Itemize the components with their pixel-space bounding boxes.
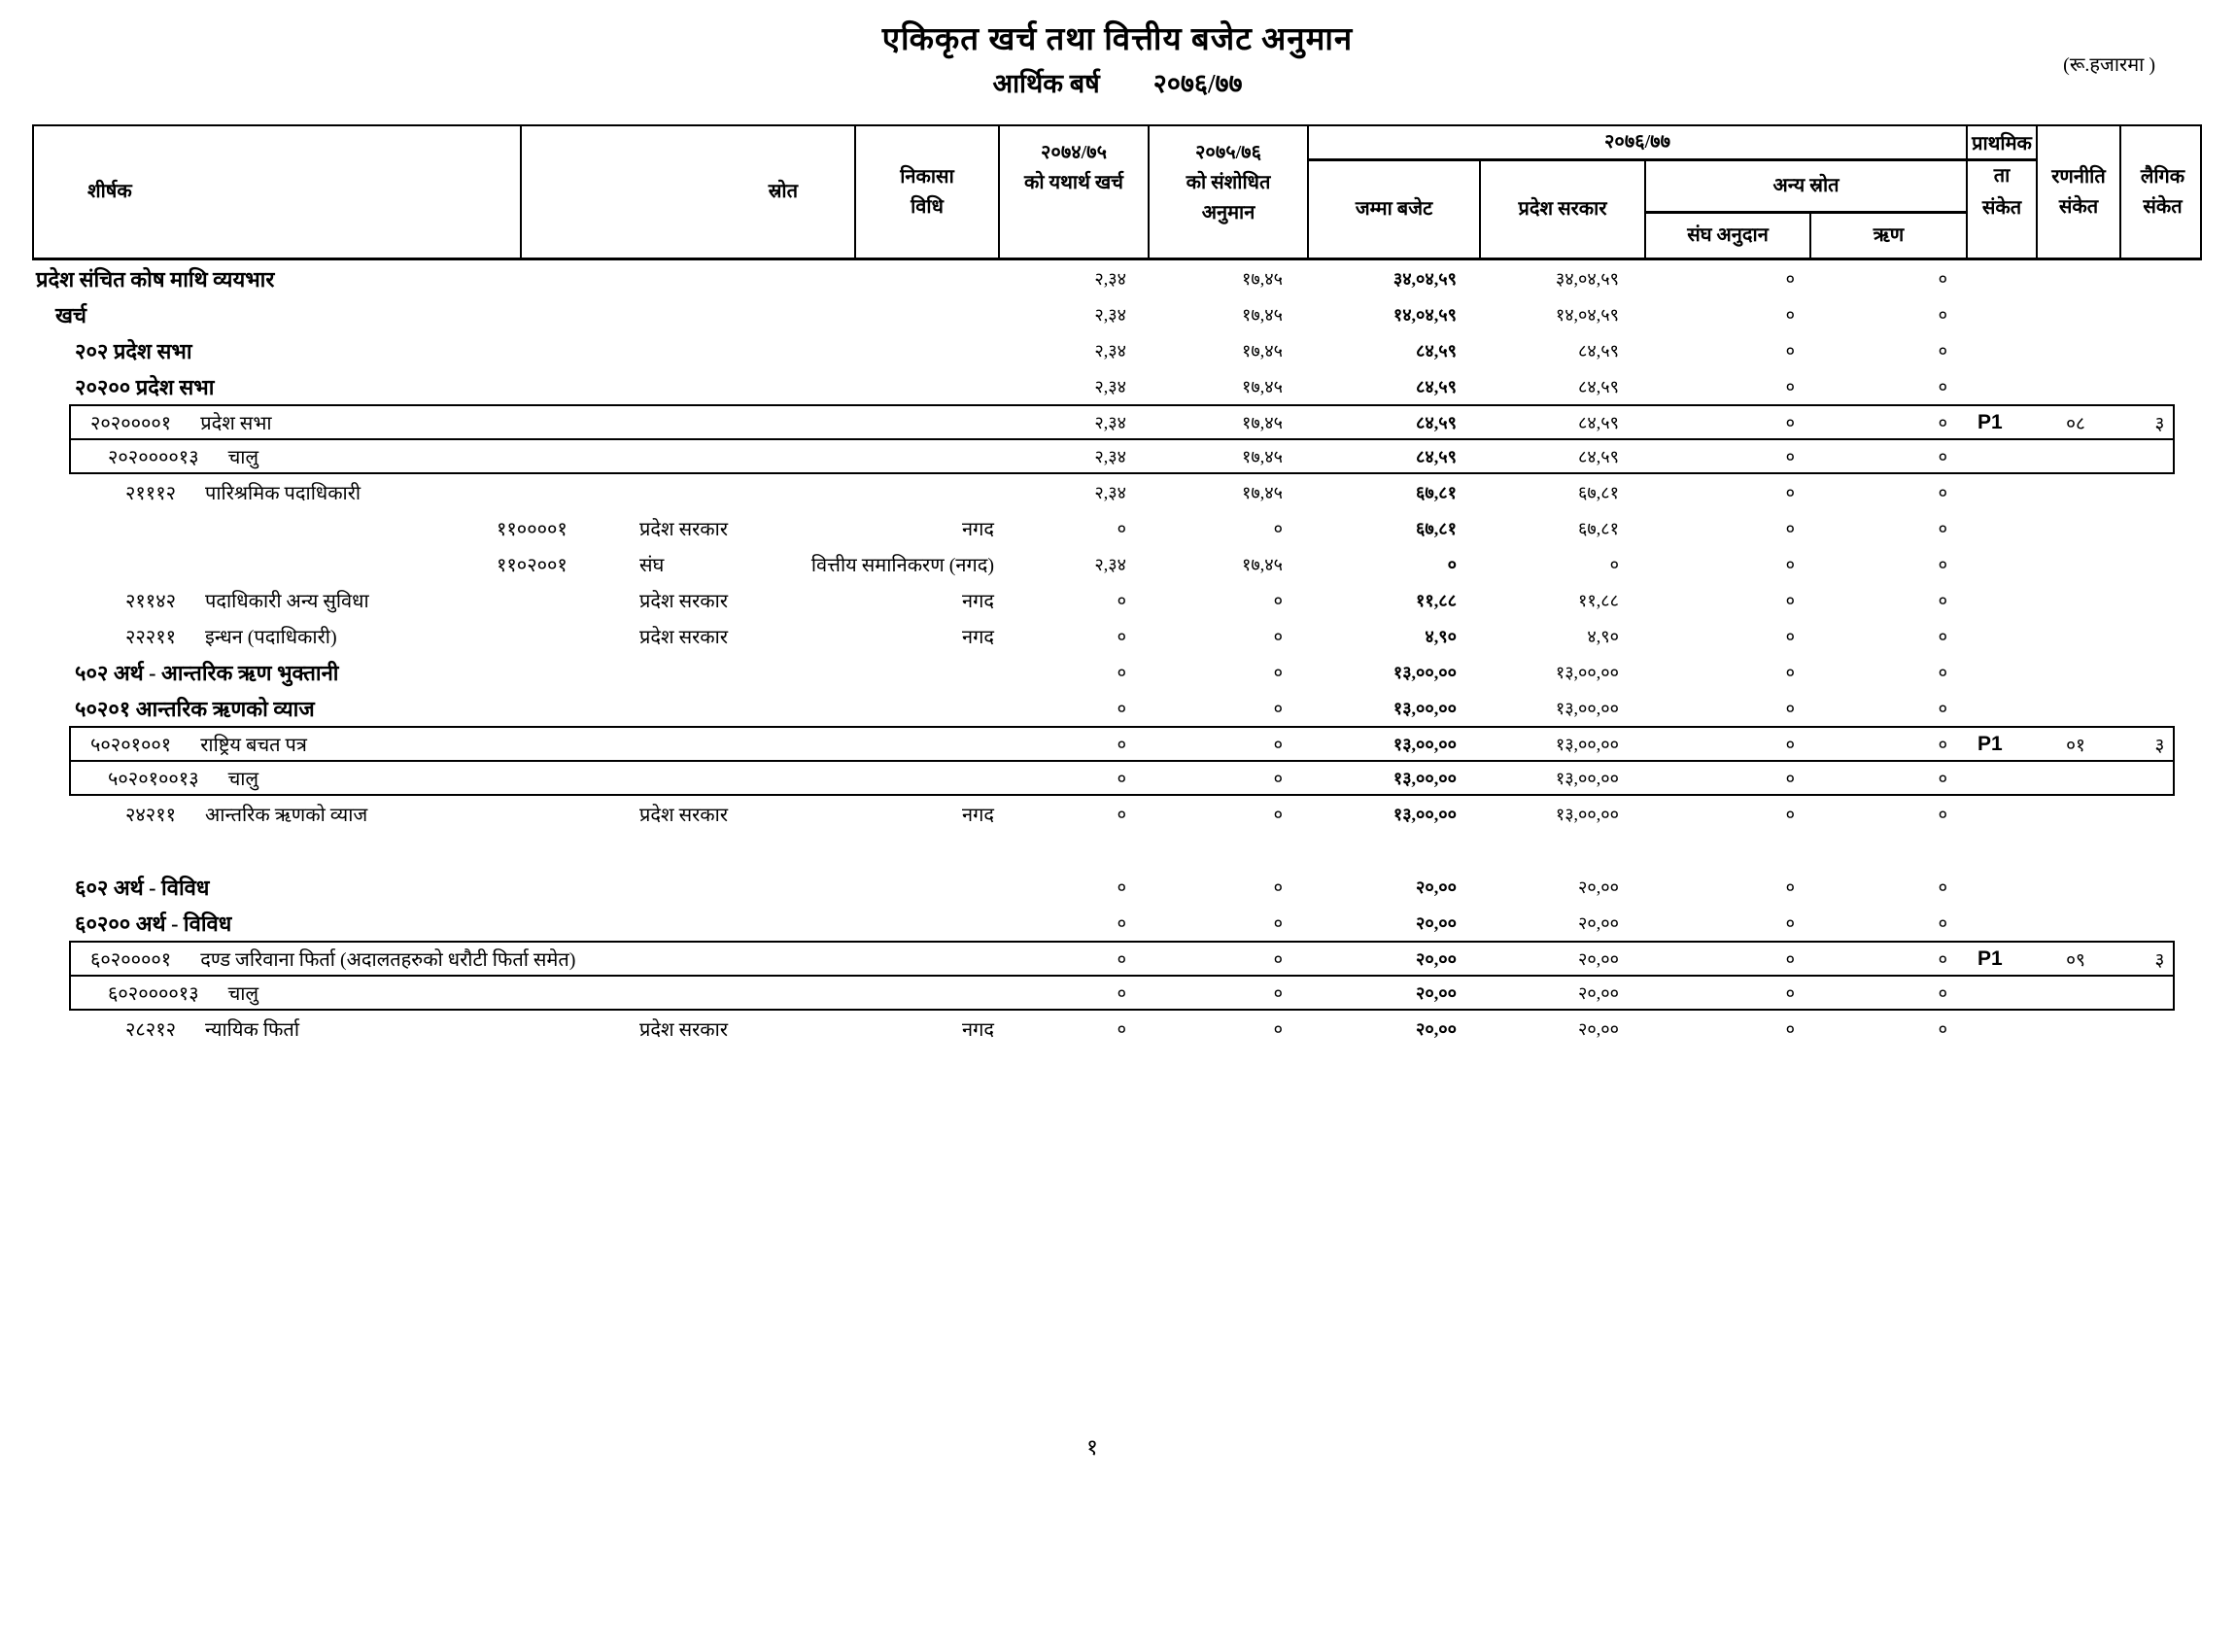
row-loan: ० bbox=[1938, 376, 1947, 396]
page-number: १ bbox=[1086, 1435, 1098, 1460]
table-row bbox=[32, 941, 2202, 977]
row-label: दण्ड जरिवाना फिर्ता (अदालतहरुको धरौटी फिर्ता समेत) bbox=[200, 949, 576, 971]
row-code: २१११२ bbox=[125, 483, 176, 504]
row-method bbox=[32, 905, 994, 941]
row-priority-code: P1 bbox=[1977, 946, 2003, 970]
row-actual-expense-2074-75: २,३४ bbox=[1094, 554, 1126, 574]
row-gender-code bbox=[2117, 869, 2202, 905]
row-actual-expense-2074-75: ० bbox=[1117, 698, 1126, 718]
row-federal-grant: ० bbox=[1785, 662, 1795, 682]
row-priority-code bbox=[1977, 438, 2032, 474]
row-gender-code: ३ bbox=[2154, 949, 2165, 971]
row-priority-code bbox=[1977, 368, 2032, 404]
row-priority-code bbox=[1977, 760, 2032, 796]
row-code: ५०२०१००१३ bbox=[108, 769, 199, 790]
header-total-budget-column: जम्मा बजेट bbox=[1307, 161, 1479, 258]
row-label: आन्तरिक ऋणको व्याज bbox=[205, 805, 368, 826]
row-total-budget: ८४,५९ bbox=[1416, 412, 1457, 432]
row-total-budget: ० bbox=[1447, 554, 1457, 574]
row-code: २२२११ bbox=[125, 627, 176, 648]
row-revised-estimate-2075-76: १७,४५ bbox=[1242, 482, 1283, 502]
table-row bbox=[32, 654, 2202, 690]
row-gender-code bbox=[2117, 1011, 2202, 1047]
row-total-budget: १३,००,०० bbox=[1393, 768, 1457, 788]
header-strategy-code-column: रणनीति संकेत bbox=[2036, 126, 2119, 258]
row-province-govt: २०,०० bbox=[1578, 912, 1619, 933]
row-priority-code bbox=[1977, 582, 2032, 618]
row-total-budget: ८४,५९ bbox=[1416, 446, 1457, 466]
row-priority-code bbox=[1977, 296, 2032, 332]
table-row bbox=[32, 368, 2202, 404]
table-row bbox=[32, 582, 2202, 618]
row-gender-code bbox=[2117, 510, 2202, 546]
row-federal-grant: ० bbox=[1785, 304, 1795, 325]
row-method bbox=[32, 654, 994, 690]
row-strategy-code bbox=[2034, 582, 2117, 618]
row-loan: ० bbox=[1938, 554, 1947, 574]
table-row bbox=[32, 1011, 2202, 1047]
table-row bbox=[32, 690, 2202, 726]
row-loan: ० bbox=[1938, 446, 1947, 466]
header-province-govt-column: प्रदेश सरकार bbox=[1479, 161, 1644, 258]
row-priority-code bbox=[1977, 690, 2032, 726]
row-strategy-code bbox=[2034, 618, 2117, 654]
row-province-govt: ६७,८१ bbox=[1578, 482, 1619, 502]
row-federal-grant: ० bbox=[1785, 912, 1795, 933]
row-method: नगद bbox=[962, 1019, 994, 1041]
row-code: २०२००००१ bbox=[90, 413, 172, 434]
row-priority-code bbox=[1977, 975, 2032, 1011]
row-label: खर्च bbox=[55, 302, 86, 327]
row-actual-expense-2074-75: ० bbox=[1117, 982, 1126, 1003]
row-revised-estimate-2075-76: ० bbox=[1273, 1018, 1283, 1039]
row-federal-grant: ० bbox=[1785, 1018, 1795, 1039]
row-province-govt: ८४,५९ bbox=[1578, 376, 1619, 396]
row-revised-estimate-2075-76: ० bbox=[1273, 698, 1283, 718]
row-strategy-code bbox=[2034, 296, 2117, 332]
row-loan: ० bbox=[1938, 912, 1947, 933]
row-source: प्रदेश सरकार bbox=[639, 1019, 729, 1041]
row-province-govt: ८४,५९ bbox=[1578, 446, 1619, 466]
header-federal-grant-column: संघ अनुदान bbox=[1644, 214, 1809, 258]
table-row bbox=[32, 869, 2202, 905]
row-loan: ० bbox=[1938, 304, 1947, 325]
row-revised-estimate-2075-76: १७,४५ bbox=[1242, 376, 1283, 396]
row-actual-expense-2074-75: ० bbox=[1117, 518, 1126, 538]
row-province-govt: १३,००,०० bbox=[1555, 662, 1619, 682]
row-method bbox=[32, 941, 994, 977]
fiscal-year-value: २०७६/७७ bbox=[1152, 69, 1243, 98]
row-revised-estimate-2075-76: १७,४५ bbox=[1242, 554, 1283, 574]
row-code: २८२१२ bbox=[125, 1019, 176, 1041]
row-gender-code bbox=[2117, 296, 2202, 332]
row-actual-expense-2074-75: ० bbox=[1117, 626, 1126, 646]
row-strategy-code: ०१ bbox=[2066, 735, 2085, 756]
header-priority-code-column: प्राथमिक ता संकेत bbox=[1966, 126, 2036, 258]
row-federal-grant: ० bbox=[1785, 626, 1795, 646]
row-strategy-code bbox=[2034, 869, 2117, 905]
row-priority-code bbox=[1977, 654, 2032, 690]
row-actual-expense-2074-75: ० bbox=[1117, 734, 1126, 754]
table-row bbox=[32, 404, 2202, 440]
row-total-budget: १३,००,०० bbox=[1393, 698, 1457, 718]
row-total-budget: १३,००,०० bbox=[1393, 662, 1457, 682]
row-label: पारिश्रमिक पदाधिकारी bbox=[205, 483, 361, 504]
row-code: ११०२००१ bbox=[497, 555, 567, 576]
row-federal-grant: ० bbox=[1785, 554, 1795, 574]
row-label: चालु bbox=[227, 447, 259, 468]
row-loan: ० bbox=[1938, 482, 1947, 502]
row-revised-estimate-2075-76: ० bbox=[1273, 804, 1283, 824]
row-total-budget: ६७,८१ bbox=[1416, 482, 1457, 502]
row-priority-code bbox=[1977, 905, 2032, 941]
row-source: प्रदेश सरकार bbox=[639, 591, 729, 612]
row-federal-grant: ० bbox=[1785, 340, 1795, 361]
row-strategy-code bbox=[2034, 760, 2117, 796]
row-priority-code bbox=[1977, 869, 2032, 905]
row-revised-estimate-2075-76: १७,४५ bbox=[1242, 340, 1283, 361]
row-strategy-code bbox=[2034, 368, 2117, 404]
row-method bbox=[32, 975, 994, 1011]
row-actual-expense-2074-75: २,३४ bbox=[1094, 304, 1126, 325]
table-row bbox=[32, 905, 2202, 941]
row-gender-code bbox=[2117, 796, 2202, 832]
row-method bbox=[32, 332, 994, 368]
row-loan: ० bbox=[1938, 804, 1947, 824]
row-label: २०२ प्रदेश सभा bbox=[75, 338, 192, 363]
row-method bbox=[32, 296, 994, 332]
row-federal-grant: ० bbox=[1785, 734, 1795, 754]
row-label: चालु bbox=[227, 769, 259, 790]
row-revised-estimate-2075-76: ० bbox=[1273, 626, 1283, 646]
row-loan: ० bbox=[1938, 590, 1947, 610]
row-total-budget: २०,०० bbox=[1416, 1018, 1457, 1039]
row-source: संघ bbox=[639, 555, 665, 576]
row-strategy-code: ०८ bbox=[2066, 413, 2085, 434]
row-province-govt: २०,०० bbox=[1578, 948, 1619, 969]
spacer-row bbox=[32, 832, 2202, 869]
row-actual-expense-2074-75: ० bbox=[1117, 590, 1126, 610]
row-strategy-code bbox=[2034, 796, 2117, 832]
table-row bbox=[32, 510, 2202, 546]
row-actual-expense-2074-75: ० bbox=[1117, 662, 1126, 682]
row-total-budget: ८४,५९ bbox=[1416, 376, 1457, 396]
row-strategy-code bbox=[2034, 438, 2117, 474]
row-code: २०२००००१३ bbox=[108, 447, 199, 468]
row-revised-estimate-2075-76: ० bbox=[1273, 877, 1283, 897]
row-priority-code: P1 bbox=[1977, 732, 2003, 755]
header-fy2076-77-band: २०७६/७७ bbox=[1307, 126, 1966, 161]
row-total-budget: ११,८८ bbox=[1416, 590, 1457, 610]
row-loan: ० bbox=[1938, 734, 1947, 754]
row-province-govt: ८४,५९ bbox=[1578, 340, 1619, 361]
row-loan: ० bbox=[1938, 948, 1947, 969]
table-row bbox=[32, 975, 2202, 1011]
row-code: ५०२०१००१ bbox=[90, 735, 172, 756]
row-total-budget: १३,००,०० bbox=[1393, 804, 1457, 824]
row-loan: ० bbox=[1938, 1018, 1947, 1039]
row-actual-expense-2074-75: ० bbox=[1117, 1018, 1126, 1039]
header-fy2075-76-column: २०७५/७६ को संशोधित अनुमान bbox=[1148, 126, 1307, 258]
page-subtitle bbox=[0, 64, 2235, 100]
row-revised-estimate-2075-76: ० bbox=[1273, 982, 1283, 1003]
row-province-govt: १४,०४,५९ bbox=[1555, 304, 1619, 325]
row-priority-code bbox=[1977, 510, 2032, 546]
row-source: प्रदेश सरकार bbox=[639, 519, 729, 540]
row-gender-code bbox=[2117, 332, 2202, 368]
row-label: ६०२०० अर्थ - विविध bbox=[75, 911, 232, 936]
row-actual-expense-2074-75: ० bbox=[1117, 912, 1126, 933]
header-other-source-band: अन्य स्रोत bbox=[1644, 161, 1966, 214]
row-revised-estimate-2075-76: ० bbox=[1273, 518, 1283, 538]
row-gender-code bbox=[2117, 368, 2202, 404]
row-method bbox=[32, 760, 994, 796]
row-strategy-code bbox=[2034, 654, 2117, 690]
header-title-column: शीर्षक bbox=[87, 181, 132, 202]
row-gender-code bbox=[2117, 582, 2202, 618]
row-loan: ० bbox=[1938, 698, 1947, 718]
row-province-govt: ८४,५९ bbox=[1578, 412, 1619, 432]
row-province-govt: १३,००,०० bbox=[1555, 734, 1619, 754]
row-revised-estimate-2075-76: ० bbox=[1273, 912, 1283, 933]
row-strategy-code bbox=[2034, 474, 2117, 510]
fiscal-year-label: आर्थिक बर्ष bbox=[992, 69, 1100, 98]
row-label: चालु bbox=[227, 983, 259, 1005]
row-province-govt: ४,९० bbox=[1587, 626, 1619, 646]
row-actual-expense-2074-75: ० bbox=[1117, 768, 1126, 788]
row-method bbox=[32, 690, 994, 726]
row-actual-expense-2074-75: २,३४ bbox=[1094, 482, 1126, 502]
row-method: वित्तीय समानिकरण (नगद) bbox=[810, 555, 994, 576]
row-method bbox=[32, 404, 994, 440]
table-row bbox=[32, 796, 2202, 832]
row-code: ११००००१ bbox=[497, 519, 567, 540]
header-method-column: निकासा विधि bbox=[854, 126, 998, 258]
row-loan: ० bbox=[1938, 268, 1947, 289]
row-federal-grant: ० bbox=[1785, 982, 1795, 1003]
table-row bbox=[32, 438, 2202, 474]
row-gender-code: ३ bbox=[2154, 413, 2165, 434]
row-gender-code: ३ bbox=[2154, 735, 2165, 756]
row-federal-grant: ० bbox=[1785, 948, 1795, 969]
row-actual-expense-2074-75: २,३४ bbox=[1094, 446, 1126, 466]
row-loan: ० bbox=[1938, 982, 1947, 1003]
row-label: ६०२ अर्थ - विविध bbox=[75, 875, 210, 900]
row-label: प्रदेश संचित कोष माथि व्ययभार bbox=[36, 266, 275, 292]
row-label: इन्धन (पदाधिकारी) bbox=[205, 627, 337, 648]
row-gender-code bbox=[2117, 474, 2202, 510]
row-province-govt: ६७,८१ bbox=[1578, 518, 1619, 538]
row-revised-estimate-2075-76: १७,४५ bbox=[1242, 446, 1283, 466]
row-strategy-code bbox=[2034, 690, 2117, 726]
row-province-govt: १३,००,०० bbox=[1555, 804, 1619, 824]
row-strategy-code bbox=[2034, 546, 2117, 582]
row-revised-estimate-2075-76: ० bbox=[1273, 662, 1283, 682]
row-total-budget: ४,९० bbox=[1425, 626, 1457, 646]
row-revised-estimate-2075-76: ० bbox=[1273, 734, 1283, 754]
row-total-budget: २०,०० bbox=[1416, 912, 1457, 933]
row-loan: ० bbox=[1938, 877, 1947, 897]
row-total-budget: ३४,०४,५९ bbox=[1393, 268, 1457, 289]
row-revised-estimate-2075-76: १७,४५ bbox=[1242, 268, 1283, 289]
table-row bbox=[32, 260, 2202, 296]
row-source: प्रदेश सरकार bbox=[639, 627, 729, 648]
row-province-govt: १३,००,०० bbox=[1555, 698, 1619, 718]
row-priority-code bbox=[1977, 546, 2032, 582]
row-method: नगद bbox=[962, 627, 994, 648]
row-method bbox=[32, 438, 994, 474]
row-federal-grant: ० bbox=[1785, 518, 1795, 538]
row-province-govt: ११,८८ bbox=[1578, 590, 1619, 610]
row-strategy-code: ०९ bbox=[2066, 949, 2085, 971]
table-row bbox=[32, 296, 2202, 332]
row-actual-expense-2074-75: ० bbox=[1117, 804, 1126, 824]
unit-note: (रू.हजारमा ) bbox=[2063, 54, 2155, 76]
header-gender-code-column: लैगिक संकेत bbox=[2119, 126, 2204, 258]
row-province-govt: २०,०० bbox=[1578, 982, 1619, 1003]
row-total-budget: ८४,५९ bbox=[1416, 340, 1457, 361]
row-strategy-code bbox=[2034, 260, 2117, 296]
row-province-govt: ० bbox=[1609, 554, 1619, 574]
row-federal-grant: ० bbox=[1785, 698, 1795, 718]
row-priority-code bbox=[1977, 1011, 2032, 1047]
row-strategy-code bbox=[2034, 975, 2117, 1011]
row-priority-code bbox=[1977, 474, 2032, 510]
row-total-budget: १४,०४,५९ bbox=[1393, 304, 1457, 325]
row-priority-code bbox=[1977, 260, 2032, 296]
row-gender-code bbox=[2117, 260, 2202, 296]
table-header bbox=[32, 124, 2202, 260]
row-label: पदाधिकारी अन्य सुविधा bbox=[205, 591, 369, 612]
row-total-budget: २०,०० bbox=[1416, 982, 1457, 1003]
row-federal-grant: ० bbox=[1785, 446, 1795, 466]
row-loan: ० bbox=[1938, 518, 1947, 538]
row-method bbox=[32, 260, 994, 296]
row-federal-grant: ० bbox=[1785, 804, 1795, 824]
row-actual-expense-2074-75: २,३४ bbox=[1094, 268, 1126, 289]
row-gender-code bbox=[2117, 546, 2202, 582]
row-loan: ० bbox=[1938, 768, 1947, 788]
row-strategy-code bbox=[2034, 905, 2117, 941]
row-federal-grant: ० bbox=[1785, 482, 1795, 502]
row-gender-code bbox=[2117, 654, 2202, 690]
row-strategy-code bbox=[2034, 510, 2117, 546]
row-actual-expense-2074-75: ० bbox=[1117, 948, 1126, 969]
row-method: नगद bbox=[962, 805, 994, 826]
row-loan: ० bbox=[1938, 340, 1947, 361]
row-gender-code bbox=[2117, 760, 2202, 796]
row-priority-code bbox=[1977, 332, 2032, 368]
row-total-budget: २०,०० bbox=[1416, 948, 1457, 969]
row-gender-code bbox=[2117, 438, 2202, 474]
row-method bbox=[32, 726, 994, 762]
header-source-column: स्रोत bbox=[520, 126, 854, 258]
row-label: न्यायिक फिर्ता bbox=[205, 1019, 299, 1041]
row-gender-code bbox=[2117, 975, 2202, 1011]
row-code: २११४२ bbox=[125, 591, 176, 612]
row-federal-grant: ० bbox=[1785, 412, 1795, 432]
row-actual-expense-2074-75: २,३४ bbox=[1094, 376, 1126, 396]
row-revised-estimate-2075-76: १७,४५ bbox=[1242, 412, 1283, 432]
row-strategy-code bbox=[2034, 332, 2117, 368]
row-total-budget: २०,०० bbox=[1416, 877, 1457, 897]
row-method bbox=[32, 474, 994, 510]
table-row bbox=[32, 726, 2202, 762]
row-source: प्रदेश सरकार bbox=[639, 805, 729, 826]
row-actual-expense-2074-75: २,३४ bbox=[1094, 340, 1126, 361]
row-gender-code bbox=[2117, 618, 2202, 654]
row-label: ५०२ अर्थ - आन्तरिक ऋण भुक्तानी bbox=[75, 660, 339, 685]
header-fy2074-75-column: २०७४/७५ को यथार्थ खर्च bbox=[998, 126, 1148, 258]
row-province-govt: ३४,०४,५९ bbox=[1555, 268, 1619, 289]
row-label: प्रदेश सभा bbox=[200, 413, 272, 434]
row-federal-grant: ० bbox=[1785, 877, 1795, 897]
row-priority-code bbox=[1977, 796, 2032, 832]
row-province-govt: २०,०० bbox=[1578, 1018, 1619, 1039]
row-code: ६०२००००१ bbox=[90, 949, 172, 971]
table-body bbox=[32, 260, 2202, 1047]
row-loan: ० bbox=[1938, 626, 1947, 646]
row-revised-estimate-2075-76: ० bbox=[1273, 590, 1283, 610]
table-row bbox=[32, 332, 2202, 368]
row-federal-grant: ० bbox=[1785, 768, 1795, 788]
row-revised-estimate-2075-76: ० bbox=[1273, 768, 1283, 788]
row-method bbox=[32, 368, 994, 404]
row-total-budget: ६७,८१ bbox=[1416, 518, 1457, 538]
row-label: २०२०० प्रदेश सभा bbox=[75, 374, 215, 399]
row-actual-expense-2074-75: ० bbox=[1117, 877, 1126, 897]
row-method: नगद bbox=[962, 519, 994, 540]
row-label: राष्ट्रिय बचत पत्र bbox=[200, 735, 307, 756]
row-code: ६०२००००१३ bbox=[108, 983, 199, 1005]
row-priority-code: P1 bbox=[1977, 410, 2003, 433]
row-loan: ० bbox=[1938, 412, 1947, 432]
row-label: ५०२०१ आन्तरिक ऋणको व्याज bbox=[75, 696, 315, 721]
table-row bbox=[32, 760, 2202, 796]
row-gender-code bbox=[2117, 905, 2202, 941]
header-loan-column: ऋण bbox=[1809, 214, 1966, 258]
row-total-budget: १३,००,०० bbox=[1393, 734, 1457, 754]
row-code: २४२११ bbox=[125, 805, 176, 826]
row-method bbox=[32, 869, 994, 905]
table-row bbox=[32, 618, 2202, 654]
row-strategy-code bbox=[2034, 1011, 2117, 1047]
row-gender-code bbox=[2117, 690, 2202, 726]
row-revised-estimate-2075-76: ० bbox=[1273, 948, 1283, 969]
row-federal-grant: ० bbox=[1785, 590, 1795, 610]
row-federal-grant: ० bbox=[1785, 376, 1795, 396]
row-method: नगद bbox=[962, 591, 994, 612]
row-priority-code bbox=[1977, 618, 2032, 654]
row-actual-expense-2074-75: २,३४ bbox=[1094, 412, 1126, 432]
row-federal-grant: ० bbox=[1785, 268, 1795, 289]
table-row bbox=[32, 546, 2202, 582]
page-title: एकिकृत खर्च तथा वित्तीय बजेट अनुमान bbox=[881, 22, 1354, 57]
row-province-govt: १३,००,०० bbox=[1555, 768, 1619, 788]
row-province-govt: २०,०० bbox=[1578, 877, 1619, 897]
row-revised-estimate-2075-76: १७,४५ bbox=[1242, 304, 1283, 325]
table-row bbox=[32, 474, 2202, 510]
row-loan: ० bbox=[1938, 662, 1947, 682]
